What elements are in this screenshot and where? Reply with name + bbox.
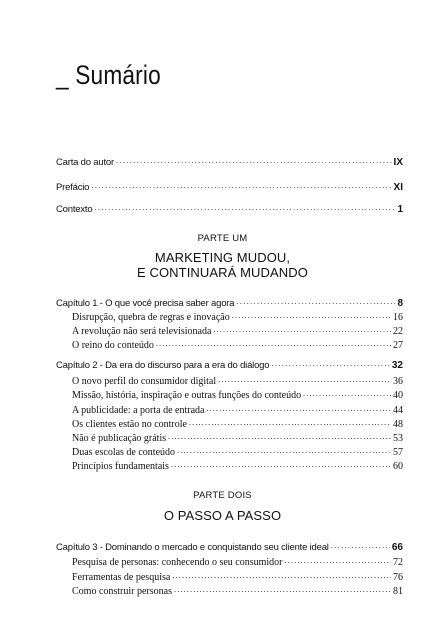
toc-entry-page: 1 bbox=[397, 203, 403, 215]
toc-section-label: Pesquisa de personas: conhecendo o seu consumidor bbox=[72, 557, 283, 568]
toc-entry-label: Prefácio bbox=[56, 181, 90, 193]
toc-section-page: 16 bbox=[393, 312, 403, 323]
toc-section-label: Não é publicação grátis bbox=[72, 433, 167, 444]
toc-section-label: Princípios fundamentais bbox=[72, 461, 169, 472]
toc-section-page: 48 bbox=[393, 419, 403, 430]
toc-section-page: 53 bbox=[393, 433, 403, 444]
toc-section[interactable] bbox=[72, 310, 403, 323]
toc-section-page: 44 bbox=[393, 405, 403, 416]
toc-section[interactable] bbox=[72, 555, 403, 568]
dot-leader bbox=[206, 403, 391, 413]
part-one-title-line2: E CONTINUARÁ MUDANDO bbox=[136, 265, 308, 280]
toc-section[interactable] bbox=[72, 374, 403, 387]
dot-leader bbox=[236, 296, 395, 306]
toc-section[interactable] bbox=[72, 570, 403, 583]
dot-leader bbox=[331, 540, 390, 550]
toc-entry-contexto[interactable] bbox=[56, 202, 403, 215]
toc-section[interactable] bbox=[72, 324, 403, 337]
toc-section-label: Como construir personas bbox=[72, 586, 172, 597]
toc-section-label: A publicidade: a porta de entrada bbox=[72, 405, 205, 416]
part-one-label: PARTE UM bbox=[197, 233, 248, 244]
toc-chapter-2[interactable] bbox=[56, 358, 403, 371]
toc-chapter-page: 8 bbox=[397, 297, 403, 309]
toc-chapter-label: Capítulo 1 - O que você precisa saber agora bbox=[56, 297, 235, 309]
toc-section[interactable] bbox=[72, 417, 403, 430]
toc-chapter-label: Capítulo 3 - Dominando o mercado e conquistando seu cliente ideal bbox=[56, 541, 329, 553]
toc-section-label: Ferramentas de pesquisa bbox=[72, 572, 171, 583]
dot-leader bbox=[285, 555, 391, 565]
toc-section-page: 22 bbox=[393, 326, 403, 337]
toc-chapter-page: 66 bbox=[391, 541, 403, 553]
toc-chapter-label: Capítulo 2 - Da era do discurso para a era do diálogo bbox=[56, 359, 270, 371]
dot-leader bbox=[218, 374, 391, 384]
toc-entry-page: IX bbox=[393, 156, 403, 168]
toc-section-label: A revolução não será televisionada bbox=[72, 326, 212, 337]
toc-entry-label: Carta do autor bbox=[56, 156, 114, 168]
toc-section[interactable] bbox=[72, 584, 403, 597]
toc-section-page: 40 bbox=[393, 390, 403, 401]
part-one-title-line1: MARKETING MUDOU, bbox=[154, 250, 291, 265]
dot-leader bbox=[213, 324, 391, 334]
dot-leader bbox=[271, 358, 390, 368]
dot-leader bbox=[174, 584, 391, 594]
toc-entry-page: XI bbox=[393, 181, 403, 193]
toc-section-page: 60 bbox=[393, 461, 403, 472]
dot-leader bbox=[94, 202, 395, 212]
toc-section-page: 36 bbox=[393, 376, 403, 387]
toc-section-page: 76 bbox=[393, 572, 403, 583]
toc-section-label: O reino do conteúdo bbox=[72, 340, 154, 351]
toc-chapter-3[interactable] bbox=[56, 540, 403, 553]
dot-leader bbox=[232, 310, 391, 320]
toc-section-page: 27 bbox=[393, 340, 403, 351]
toc-section[interactable] bbox=[72, 338, 403, 351]
toc-section-label: Missão, história, inspiração e outras funções do conteúdo bbox=[72, 390, 302, 401]
dot-leader bbox=[91, 180, 391, 190]
toc-chapter-1[interactable] bbox=[56, 296, 403, 309]
toc-entry-prefacio[interactable] bbox=[56, 180, 403, 193]
toc-section[interactable] bbox=[72, 431, 403, 444]
part-two-title: O PASSO A PASSO bbox=[163, 508, 282, 523]
toc-section-page: 57 bbox=[393, 447, 403, 458]
part-one-title bbox=[0, 250, 445, 280]
toc-section[interactable] bbox=[72, 445, 403, 458]
page-title: _ Sumário bbox=[56, 60, 161, 90]
dot-leader bbox=[156, 338, 391, 348]
toc-section-label: Os clientes estão no controle bbox=[72, 419, 187, 430]
toc-section-label: Disrupção, quebra de regras e inovação bbox=[72, 312, 230, 323]
toc-section[interactable] bbox=[72, 388, 403, 401]
dot-leader bbox=[172, 570, 391, 580]
dot-leader bbox=[177, 445, 391, 455]
toc-section-label: O novo perfil do consumidor digital bbox=[72, 376, 217, 387]
dot-leader bbox=[303, 388, 391, 398]
toc-section[interactable] bbox=[72, 459, 403, 472]
dot-leader bbox=[168, 431, 391, 441]
dot-leader bbox=[189, 417, 391, 427]
toc-chapter-page: 32 bbox=[391, 359, 403, 371]
toc-section-page: 81 bbox=[393, 586, 403, 597]
toc-section-label: Duas escolas de conteúdo bbox=[72, 447, 176, 458]
dot-leader bbox=[116, 155, 392, 165]
toc-section[interactable] bbox=[72, 403, 403, 416]
toc-entry-label: Contexto bbox=[56, 203, 93, 215]
dot-leader bbox=[171, 459, 391, 469]
toc-entry-carta-do-autor[interactable] bbox=[56, 155, 403, 168]
part-two-label: PARTE DOIS bbox=[193, 490, 252, 501]
toc-section-page: 72 bbox=[393, 557, 403, 568]
